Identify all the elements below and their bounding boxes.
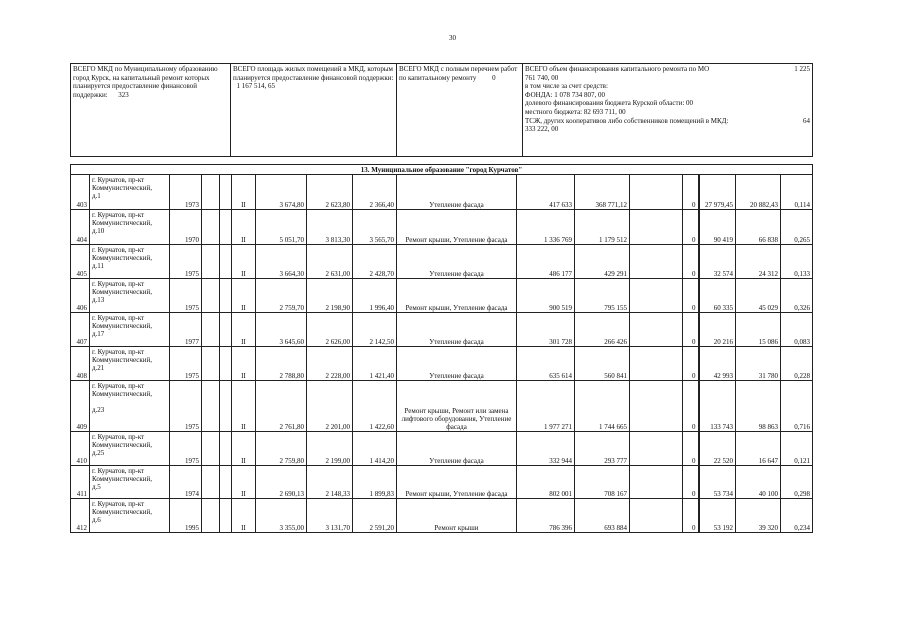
row-ratio: 0,228 [781, 347, 813, 381]
row-empty-2 [220, 466, 232, 499]
table-row [71, 210, 813, 245]
row-zero: 0 [683, 279, 699, 313]
row-zero: 0 [683, 313, 699, 347]
row-class: II [232, 313, 256, 347]
row-total-cost: 332 944 [517, 432, 575, 466]
row-local-amount: 53 734 [699, 466, 736, 499]
row-work-type: Ремонт крыши, Утепление фасада [397, 466, 517, 499]
row-total-area: 2 788,80 [256, 347, 307, 381]
row-local-amount: 60 335 [699, 279, 736, 313]
row-residential-area: 1 996,40 [353, 279, 397, 313]
summary-financing-owners-label: ТСЖ, других кооперативов либо собственников помещений в МКД: [525, 116, 729, 125]
row-residential-area: 2 591,20 [353, 499, 397, 533]
page-number: 30 [449, 34, 456, 42]
row-fund-amount: 266 426 [575, 313, 630, 347]
row-owners-amount: 20 882,43 [736, 175, 781, 210]
summary-financing-including: в том числе за счет средств: [525, 82, 608, 91]
row-total-area: 3 355,00 [256, 499, 307, 533]
row-fund-amount: 560 841 [575, 347, 630, 381]
row-owners-amount: 66 838 [736, 210, 781, 245]
summary-financing-total: 761 740, 00 [525, 73, 559, 82]
row-zero: 0 [683, 175, 699, 210]
row-total-cost: 802 001 [517, 466, 575, 499]
row-work-type: Ремонт крыши, Утепление фасада [397, 279, 517, 313]
row-class: II [232, 279, 256, 313]
row-empty-2 [220, 432, 232, 466]
summary-financing-label: ВСЕГО объем финансирования капитального ремонта по МО [525, 65, 710, 73]
row-zero: 0 [683, 432, 699, 466]
summary-total-mkd-label: ВСЕГО МКД по Муниципальному образованию город Курск, на капитальный ремонт которых планируется предоставление финансовой поддержки: [73, 65, 218, 99]
row-number: 407 [71, 313, 90, 347]
row-number: 408 [71, 347, 90, 381]
row-empty-2 [220, 381, 232, 432]
row-fund-amount: 708 167 [575, 466, 630, 499]
summary-full-works-label: ВСЕГО МКД с полным перечнем работ по капитальному ремонту [399, 65, 518, 82]
row-residential-area: 2 366,40 [353, 175, 397, 210]
summary-total-area-value: 1 167 514, 65 [236, 82, 275, 91]
address-line: Коммунистический, [92, 184, 153, 192]
row-total-area: 2 761,80 [256, 381, 307, 432]
row-fund-amount: 293 777 [575, 432, 630, 466]
address-line: Коммунистический, [92, 508, 153, 516]
row-empty-1 [202, 466, 220, 499]
summary-financing-owners-value-part: 64 [803, 116, 810, 125]
row-year: 1973 [170, 175, 202, 210]
table-row [71, 245, 813, 279]
row-local-amount: 42 993 [699, 347, 736, 381]
row-owners-amount: 15 086 [736, 313, 781, 347]
address-line: г. Курчатов, пр-кт [92, 500, 145, 508]
row-year: 1975 [170, 347, 202, 381]
row-zero: 0 [683, 347, 699, 381]
row-local-amount: 22 520 [699, 432, 736, 466]
row-owners-amount: 16 647 [736, 432, 781, 466]
row-empty-2 [220, 499, 232, 533]
address-line: г. Курчатов, пр-кт [92, 382, 145, 390]
row-class: II [232, 347, 256, 381]
row-zero: 0 [683, 499, 699, 533]
summary-financing-owners-total: 333 222, 00 [525, 125, 559, 134]
row-ratio: 0,133 [781, 245, 813, 279]
summary-financing-local: местного бюджета: 82 693 711, 00 [525, 107, 626, 116]
address-line: Коммунистический, [92, 356, 153, 364]
row-work-type: Ремонт крыши [397, 499, 517, 533]
row-address [90, 175, 170, 210]
row-regional-amount [630, 175, 683, 210]
row-empty-1 [202, 432, 220, 466]
address-line: д.5 [92, 483, 101, 491]
row-address [90, 499, 170, 533]
row-regional-amount [630, 210, 683, 245]
row-empty-2 [220, 313, 232, 347]
row-living-area: 3 813,30 [307, 210, 353, 245]
row-total-area: 3 645,60 [256, 313, 307, 347]
row-local-amount: 133 743 [699, 381, 736, 432]
address-line: д.6 [92, 516, 101, 524]
row-living-area: 2 199,00 [307, 432, 353, 466]
row-local-amount: 20 216 [699, 313, 736, 347]
summary-financing [523, 64, 813, 157]
row-total-cost: 1 336 769 [517, 210, 575, 245]
address-line: д.1 [92, 192, 101, 200]
row-regional-amount [630, 499, 683, 533]
row-class: II [232, 499, 256, 533]
row-empty-2 [220, 347, 232, 381]
row-empty-1 [202, 245, 220, 279]
row-work-type: Ремонт крыши, Ремонт или замена лифтового оборудования, Утепление фасада [397, 381, 517, 432]
row-year: 1975 [170, 245, 202, 279]
row-number: 406 [71, 279, 90, 313]
address-line: Коммунистический, [92, 475, 153, 483]
row-total-cost: 1 977 271 [517, 381, 575, 432]
address-line: д.21 [92, 364, 105, 372]
row-total-area: 2 759,70 [256, 279, 307, 313]
row-address [90, 279, 170, 313]
row-residential-area: 2 142,50 [353, 313, 397, 347]
row-owners-amount: 45 029 [736, 279, 781, 313]
row-class: II [232, 381, 256, 432]
row-class: II [232, 245, 256, 279]
row-living-area: 2 626,00 [307, 313, 353, 347]
row-empty-2 [220, 210, 232, 245]
row-regional-amount [630, 347, 683, 381]
row-class: II [232, 432, 256, 466]
row-class: II [232, 210, 256, 245]
row-year: 1975 [170, 279, 202, 313]
row-address [90, 245, 170, 279]
row-empty-1 [202, 347, 220, 381]
row-living-area: 3 131,70 [307, 499, 353, 533]
row-total-cost: 301 728 [517, 313, 575, 347]
row-local-amount: 53 192 [699, 499, 736, 533]
row-empty-1 [202, 499, 220, 533]
row-empty-1 [202, 175, 220, 210]
row-zero: 0 [683, 245, 699, 279]
row-living-area: 2 623,80 [307, 175, 353, 210]
row-ratio: 0,083 [781, 313, 813, 347]
row-ratio: 0,265 [781, 210, 813, 245]
table-row [71, 313, 813, 347]
row-year: 1974 [170, 466, 202, 499]
row-class: II [232, 175, 256, 210]
row-number: 410 [71, 432, 90, 466]
row-empty-1 [202, 313, 220, 347]
row-empty-1 [202, 381, 220, 432]
row-living-area: 2 148,33 [307, 466, 353, 499]
row-residential-area: 2 428,70 [353, 245, 397, 279]
summary-table [70, 63, 813, 157]
section-title: 13. Муниципальное образование "город Курчатов" [71, 165, 813, 175]
row-empty-1 [202, 279, 220, 313]
row-zero: 0 [683, 381, 699, 432]
row-fund-amount: 795 155 [575, 279, 630, 313]
address-line: г. Курчатов, пр-кт [92, 433, 145, 441]
row-total-cost: 635 614 [517, 347, 575, 381]
row-number: 412 [71, 499, 90, 533]
row-class: II [232, 466, 256, 499]
row-ratio: 0,121 [781, 432, 813, 466]
summary-financing-regional: долевого финансирования бюджета Курской области: 00 [525, 99, 694, 108]
table-row [71, 175, 813, 210]
row-zero: 0 [683, 210, 699, 245]
row-residential-area: 3 565,70 [353, 210, 397, 245]
table-row [71, 347, 813, 381]
row-address [90, 347, 170, 381]
address-line: Коммунистический, [92, 322, 153, 330]
row-living-area: 2 631,00 [307, 245, 353, 279]
row-owners-amount: 98 863 [736, 381, 781, 432]
row-total-area: 5 051,70 [256, 210, 307, 245]
row-empty-2 [220, 279, 232, 313]
row-regional-amount [630, 432, 683, 466]
row-regional-amount [630, 313, 683, 347]
row-work-type: Утепление фасада [397, 347, 517, 381]
row-owners-amount: 40 100 [736, 466, 781, 499]
address-line: д.23 [92, 406, 105, 414]
row-living-area: 2 228,00 [307, 347, 353, 381]
table-row [71, 279, 813, 313]
address-line: Коммунистический, [92, 254, 153, 262]
address-line: г. Курчатов, пр-кт [92, 211, 145, 219]
row-local-amount: 90 419 [699, 210, 736, 245]
summary-full-works [397, 64, 523, 157]
address-line: г. Курчатов, пр-кт [92, 467, 145, 475]
address-line: д.13 [92, 296, 105, 304]
row-total-cost: 417 633 [517, 175, 575, 210]
table-row [71, 466, 813, 499]
row-ratio: 0,326 [781, 279, 813, 313]
row-residential-area: 1 414,20 [353, 432, 397, 466]
row-ratio: 0,114 [781, 175, 813, 210]
row-regional-amount [630, 279, 683, 313]
row-total-cost: 900 519 [517, 279, 575, 313]
address-line: д.11 [92, 262, 105, 270]
row-year: 1975 [170, 381, 202, 432]
row-total-area: 2 759,80 [256, 432, 307, 466]
row-local-amount: 27 979,45 [699, 175, 736, 210]
row-empty-2 [220, 175, 232, 210]
address-line: Коммунистический, [92, 441, 153, 449]
row-residential-area: 1 421,40 [353, 347, 397, 381]
row-fund-amount: 1 179 512 [575, 210, 630, 245]
row-address [90, 466, 170, 499]
row-year: 1975 [170, 432, 202, 466]
row-fund-amount: 368 771,12 [575, 175, 630, 210]
row-total-cost: 486 177 [517, 245, 575, 279]
summary-total-area [231, 64, 397, 157]
row-address [90, 432, 170, 466]
row-living-area: 2 201,00 [307, 381, 353, 432]
address-line: д.10 [92, 227, 105, 235]
row-residential-area: 1 422,60 [353, 381, 397, 432]
row-number: 411 [71, 466, 90, 499]
address-line: Коммунистический, [92, 390, 153, 398]
row-number: 403 [71, 175, 90, 210]
row-work-type: Утепление фасада [397, 313, 517, 347]
address-line: г. Курчатов, пр-кт [92, 176, 145, 184]
table-row [71, 432, 813, 466]
row-total-area: 2 690,13 [256, 466, 307, 499]
row-year: 1970 [170, 210, 202, 245]
row-local-amount: 32 574 [699, 245, 736, 279]
row-fund-amount: 1 744 665 [575, 381, 630, 432]
row-address [90, 381, 170, 432]
row-zero: 0 [683, 466, 699, 499]
houses-table [70, 164, 813, 533]
row-empty-1 [202, 210, 220, 245]
summary-financing-value-part: 1 225 [794, 65, 810, 73]
table-row [71, 499, 813, 533]
address-line: д.17 [92, 330, 105, 338]
row-regional-amount [630, 381, 683, 432]
address-line: г. Курчатов, пр-кт [92, 314, 145, 322]
row-number: 409 [71, 381, 90, 432]
address-line: г. Курчатов, пр-кт [92, 246, 145, 254]
row-address [90, 313, 170, 347]
row-fund-amount: 693 884 [575, 499, 630, 533]
row-work-type: Ремонт крыши, Утепление фасада [397, 210, 517, 245]
row-owners-amount: 39 320 [736, 499, 781, 533]
row-number: 404 [71, 210, 90, 245]
row-fund-amount: 429 291 [575, 245, 630, 279]
address-line: г. Курчатов, пр-кт [92, 348, 145, 356]
row-total-cost: 786 396 [517, 499, 575, 533]
row-regional-amount [630, 245, 683, 279]
row-address [90, 210, 170, 245]
row-year: 1995 [170, 499, 202, 533]
row-regional-amount [630, 466, 683, 499]
row-number: 405 [71, 245, 90, 279]
summary-total-mkd-value: 323 [118, 90, 129, 99]
summary-total-area-label: ВСЕГО площадь жилых помещений в МКД, которым планируется предоставление финансовой поддержки: [233, 65, 394, 82]
summary-full-works-value: 0 [492, 73, 496, 82]
row-work-type: Утепление фасада [397, 175, 517, 210]
row-work-type: Утепление фасада [397, 245, 517, 279]
row-year: 1977 [170, 313, 202, 347]
row-empty-2 [220, 245, 232, 279]
row-living-area: 2 198,90 [307, 279, 353, 313]
summary-total-mkd [71, 64, 231, 157]
address-line: Коммунистический, [92, 219, 153, 227]
row-residential-area: 1 899,83 [353, 466, 397, 499]
address-line: д.25 [92, 449, 105, 457]
table-row [71, 381, 813, 432]
row-total-area: 3 664,30 [256, 245, 307, 279]
address-line: Коммунистический, [92, 288, 153, 296]
address-line: г. Курчатов, пр-кт [92, 280, 145, 288]
row-ratio: 0,716 [781, 381, 813, 432]
row-ratio: 0,298 [781, 466, 813, 499]
row-owners-amount: 24 312 [736, 245, 781, 279]
row-owners-amount: 31 780 [736, 347, 781, 381]
summary-financing-fund: ФОНДА: 1 078 734 807, 00 [525, 90, 606, 99]
row-ratio: 0,234 [781, 499, 813, 533]
row-total-area: 3 674,80 [256, 175, 307, 210]
row-work-type: Утепление фасада [397, 432, 517, 466]
